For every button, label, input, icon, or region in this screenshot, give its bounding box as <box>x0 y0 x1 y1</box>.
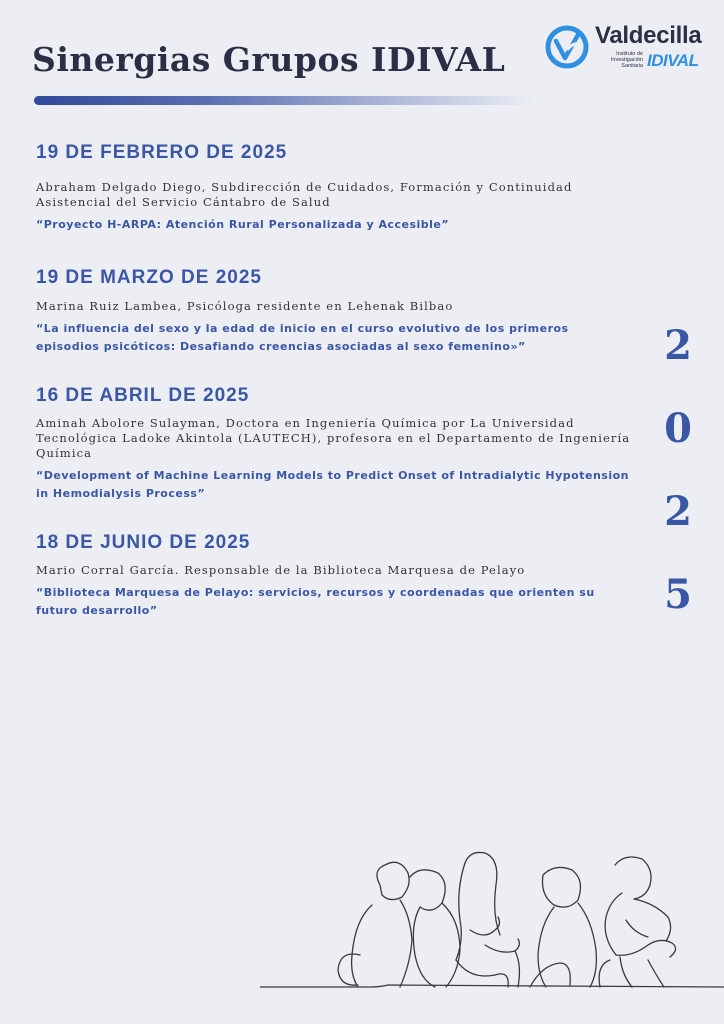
year-digit: 5 <box>664 571 692 618</box>
event-talk-title: “Proyecto H-ARPA: Atención Rural Personalizada y Accesible” <box>36 218 450 231</box>
logo-brand: IDIVAL <box>647 51 699 70</box>
year-digit: 0 <box>664 405 692 452</box>
valdecilla-logo-icon <box>545 24 591 70</box>
event-2 <box>36 267 636 356</box>
event-speaker: Marina Ruiz Lambea, Psicóloga residente en Lehenak Bilbao <box>36 299 454 313</box>
year-digit: 2 <box>664 488 692 535</box>
event-date: 18 DE JUNIO DE 2025 <box>36 532 251 553</box>
page-title: Sinergias Grupos IDIVAL <box>32 40 506 79</box>
people-line-illustration <box>260 845 724 1024</box>
event-speaker: Aminah Abolore Sulayman, Doctora en Ingeniería Química por La Universidad Tecnológica Ladoke Akintola (LAUTECH), profesora en el Departamento de Ingeniería Química <box>36 416 631 460</box>
event-talk-title: “Biblioteca Marquesa de Pelayo: servicios, recursos y coordenadas que orienten su futuro desarrollo” <box>36 586 595 617</box>
event-speaker: Mario Corral García. Responsable de la Biblioteca Marquesa de Pelayo <box>36 563 526 577</box>
event-speaker: Abraham Delgado Diego, Subdirección de Cuidados, Formación y Continuidad Asistencial del Servicio Cántabro de Salud <box>36 180 573 209</box>
event-date: 16 DE ABRIL DE 2025 <box>36 385 250 406</box>
event-talk-title: “La influencia del sexo y la edad de inicio en el curso evolutivo de los primeros episodios psicóticos: Desafiando creencias asociadas al sexo femenino»” <box>36 322 569 353</box>
event-4 <box>36 532 636 620</box>
logo-subtitle: Instituto de Investigación Sanitaria <box>610 51 643 69</box>
event-date: 19 DE MARZO DE 2025 <box>36 267 262 288</box>
logo-name: Valdecilla <box>595 22 702 49</box>
title-underline-bar <box>34 96 534 105</box>
event-date: 19 DE FEBRERO DE 2025 <box>36 142 288 163</box>
event-3 <box>36 385 636 503</box>
valdecilla-logo <box>545 24 715 74</box>
event-talk-title: “Development of Machine Learning Models to Predict Onset of Intradialytic Hypotension in Hemodialysis Process” <box>36 469 629 500</box>
year-digit: 2 <box>664 322 692 369</box>
event-1 <box>36 142 636 234</box>
